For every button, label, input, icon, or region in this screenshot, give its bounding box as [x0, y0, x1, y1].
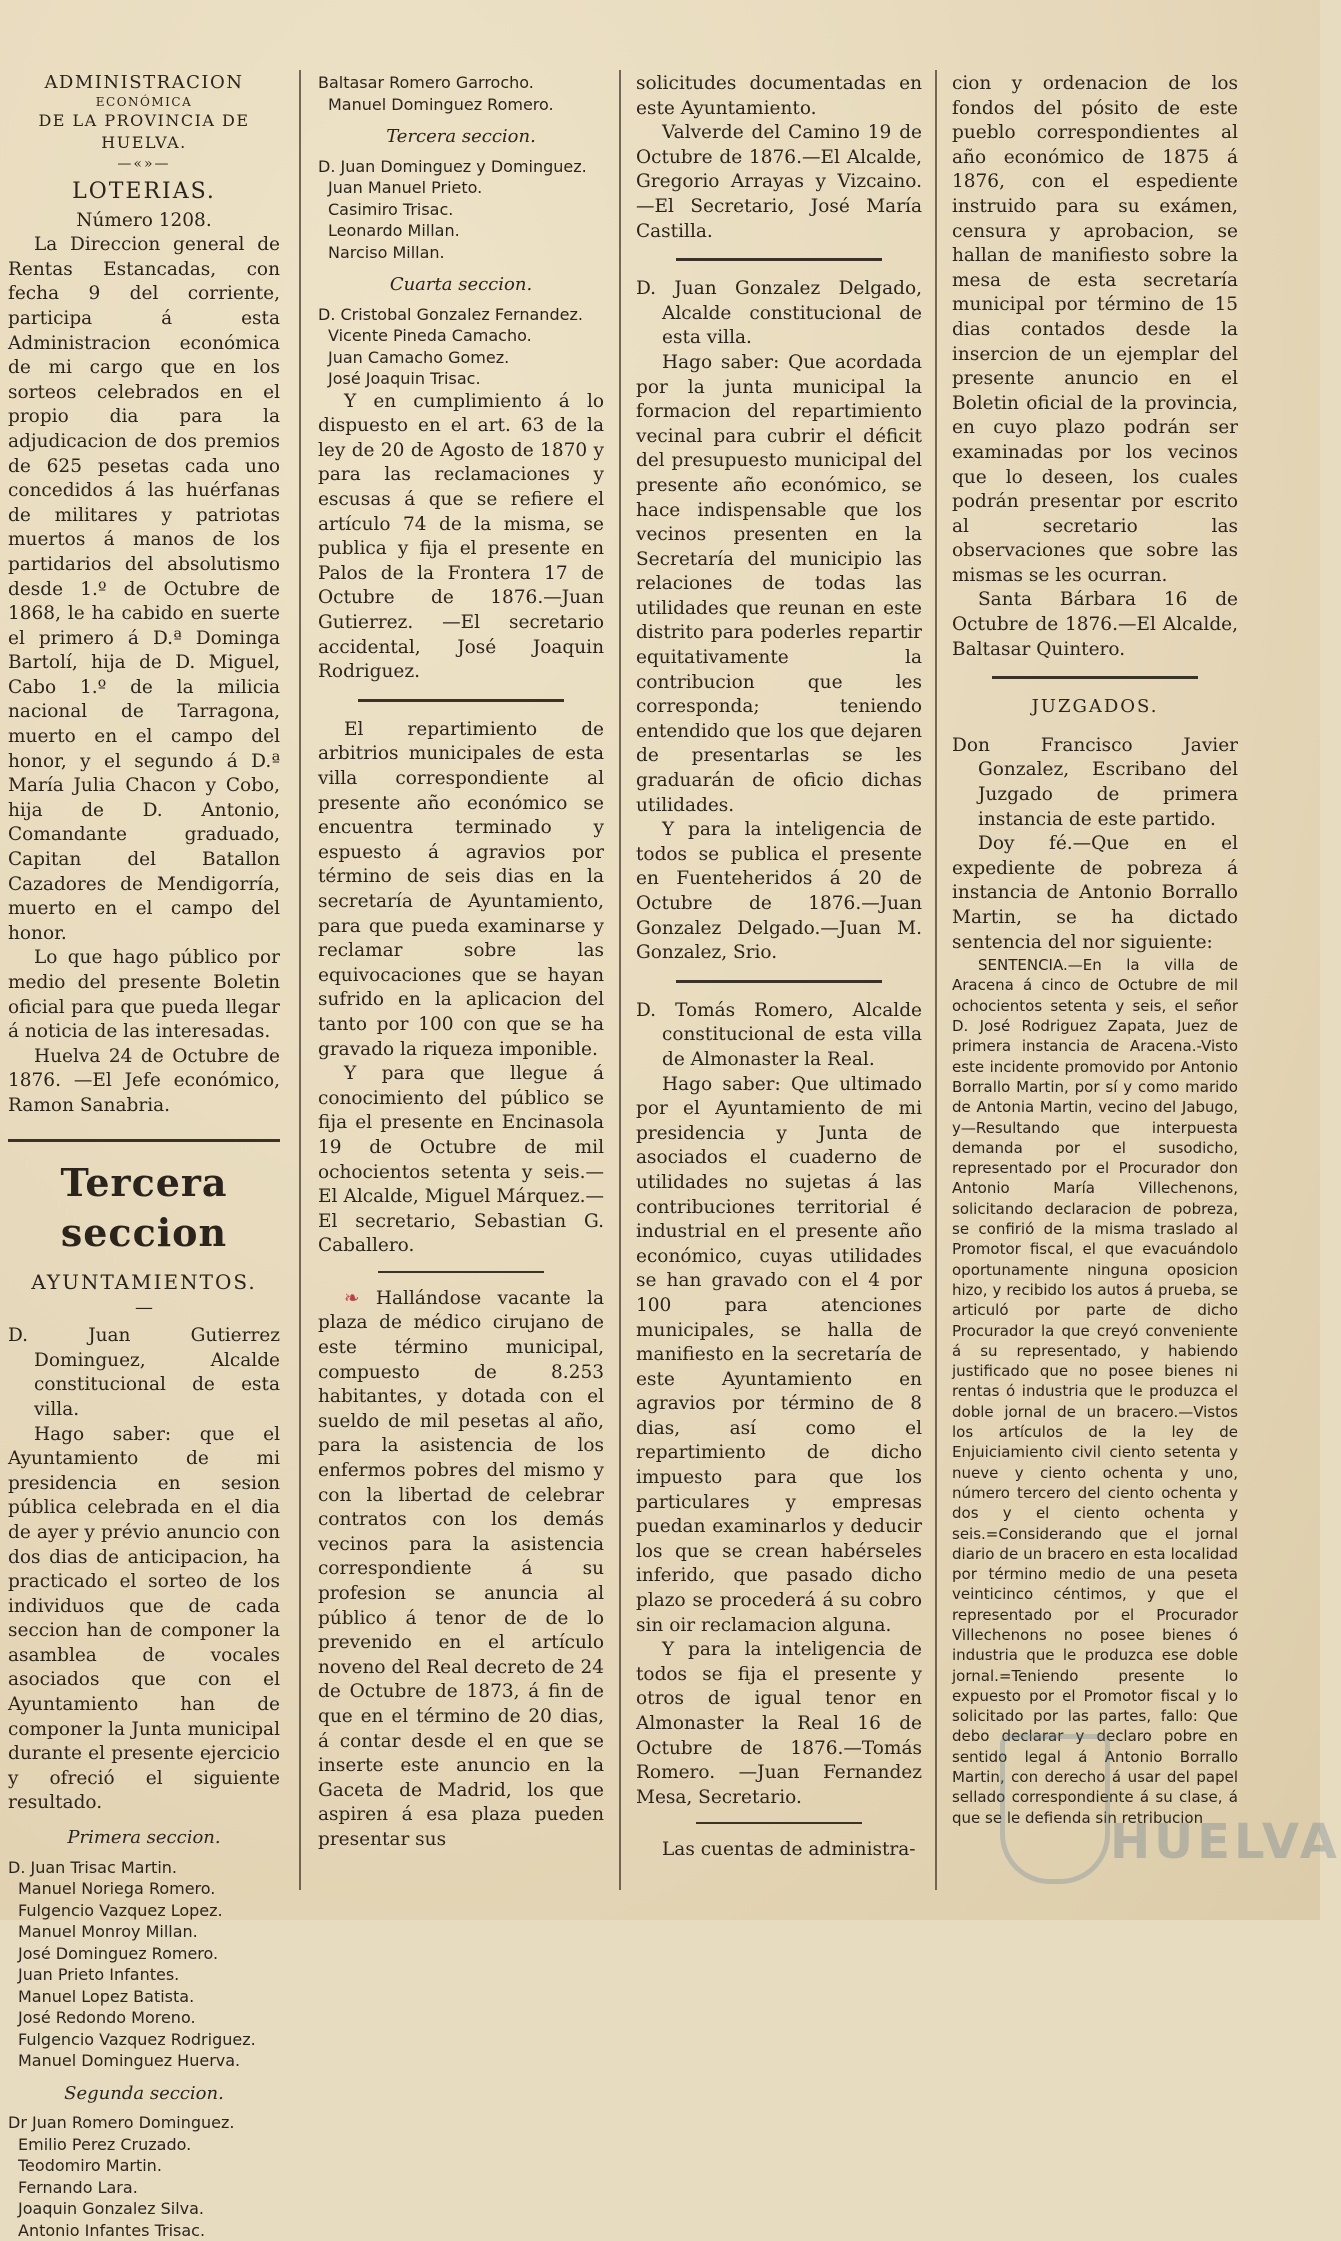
column-rule	[299, 70, 301, 1890]
name-list-item: Manuel Dominguez Huerva.	[18, 2051, 241, 2071]
notice-paragraph: Hago saber: Que acordada por la junta municipal la formacion del repartimiento vecinal para cubrir el déficit del presupuesto municipal del presente año económico, se hace indispensable que los vecinos presenten en la Secretaría del municipio las relaciones de todas las utilidades que reunan en este distrito para poderles repartir equitativamente la contribucion que les corresponda; teniendo entendido que los que dejaren de presentarlas se les graduarán de oficio dichas utilidades.	[636, 351, 922, 816]
notice-signature: Santa Bárbara 16 de Octubre de 1876.—El Alcalde, Baltasar Quintero.	[952, 589, 1238, 660]
admin-subtitle: ECONÓMICA	[95, 95, 193, 109]
name-list-item: Juan Camacho Gomez.	[328, 347, 510, 367]
admin-province: DE LA PROVINCIA DE HUELVA.	[38, 111, 250, 152]
notice-number: Número 1208.	[76, 209, 212, 231]
name-list-item: Manuel Noriega Romero.	[18, 1879, 216, 1899]
name-list-item: Narciso Millan.	[328, 242, 445, 262]
notice-separator	[378, 1271, 544, 1273]
subsection-heading: Tercera seccion.	[386, 126, 536, 147]
loterias-paragraph: Lo que hago público por medio del presente Boletin oficial para que pueda llegar á noticia de las interesadas.	[8, 947, 280, 1043]
sentence-paragraph: SENTENCIA.—En la villa de Aracena á cinco de Octubre de mil ochocientos setenta y seis, el señor D. José Rodriguez Zapata, Juez de primera instancia de Aracena.-Visto este incidente promovido por Antonio Borrallo Martin, por sí y como marido de Antonia Martin, vecino del Jabugo, y—Resultando que interpuesta demanda por el susodicho, representado por el Procurador don Antonio María Villechenons, solicitando declaracion de pobreza, se confirió de la misma traslado al Promotor fiscal, el que evacuándolo oportunamente ninguna oposicion hizo, y recibido los autos á prueba, se articuló por parte de dicho Procurador la que creyó conveniente á su representado, y habiendo justificado que no posee bienes ni rentas ó industria que le produzca el doble jornal de un bracero.—Vistos los artículos de la ley de Enjuiciamiento civil ciento setenta y nueve y ciento ochenta y uno, número tercero del ciento ochenta y dos y el ciento ochenta y seis.=Considerando que el jornal diario de un bracero en esta localidad por término medio de una peseta veinticinco céntimos, y que el representado por el Procurador Villechenons no posee bienes ó industria que le produzca ese doble jornal.=Teniendo presente lo expuesto por el Promotor fiscal y lo solicitado por las partes, fallo: Que debo declarar y declaro pobre en sentido legal á Antonio Borrallo Martin, con derecho á usar del papel sellado correspondiente á su clase, á que se le defienda sin retribucion	[952, 956, 1238, 1827]
notice-heading: D. Tomás Romero, Alcalde constitucional de esta villa de Almonaster la Real.	[636, 999, 922, 1070]
column-rule	[619, 70, 621, 1890]
name-list-item: Dr Juan Romero Dominguez.	[8, 2113, 235, 2133]
name-list	[8, 1857, 280, 2072]
ayuntamientos-heading: AYUNTAMIENTOS.	[31, 1269, 257, 1294]
notice-paragraph: solicitudes documentadas en este Ayuntamiento.	[636, 73, 922, 119]
notice-separator	[992, 676, 1198, 679]
notice-paragraph: Las cuentas de administra-	[662, 1839, 916, 1861]
loterias-signature: Huelva 24 de Octubre de 1876. —El Jefe económico, Ramon Sanabria.	[8, 1045, 280, 1116]
loterias-heading: LOTERIAS.	[72, 179, 216, 204]
name-list-item: Manuel Dominguez Romero.	[328, 94, 554, 114]
name-list-item: Teodomiro Martin.	[18, 2156, 162, 2176]
shield-icon	[1000, 1734, 1110, 1884]
loterias-paragraph: La Direccion general de Rentas Estancadas, con fecha 9 del corriente, participa á esta Administracion económica de mi cargo que en los sorteos celebrados en el propio dia para la adjudicacion de dos premios de 625 pesetas cada uno concedidos á las huérfanas de militares y patriotas muertos á manos de los partidarios del absolutismo desde 1.º de Octubre de 1868, le ha cabido en suerte el primero á D.ª Dominga Bartolí, hija de D. Miguel, Cabo 1.º de la milicia nacional de Tarragona, muerto en el campo del honor, y el segundo á D.ª María Julia Chacon y Cobo, hija de D. Antonio, Comandante graduado, Capitan del Batallon Cazadores de Mendigorría, muerto en el campo del honor.	[8, 234, 280, 944]
name-list-item: Leonardo Millan.	[328, 221, 460, 241]
name-list-item: D. Juan Trisac Martin.	[8, 1857, 177, 1877]
name-list-item: Manuel Lopez Batista.	[18, 1986, 195, 2006]
section-separator	[8, 1139, 280, 1142]
notice-separator	[676, 258, 882, 261]
notice-separator	[696, 1822, 862, 1824]
subsection-heading: Primera seccion.	[67, 1827, 221, 1849]
name-list-item: Vicente Pineda Camacho.	[328, 326, 532, 346]
notice-paragraph: El repartimiento de arbitrios municipales de esta villa correspondiente al presente año económico se encuentra terminado y espuesto á agravios por término de seis dias en la secretaría de Ayuntamiento, para que pueda examinarse y reclamar sobre las equivocaciones que se hayan sufrido en la aplicacion del tanto por 100 con que se ha gravado la riqueza imponible.	[318, 718, 604, 1060]
name-list-item: Casimiro Trisac.	[328, 199, 454, 219]
name-list	[8, 2112, 280, 2241]
watermark-text: HUELVA	[1110, 1814, 1341, 1870]
column-1	[8, 72, 280, 2240]
name-list-item: Baltasar Romero Garrocho.	[318, 73, 534, 92]
notice-separator	[358, 699, 564, 702]
notice-paragraph: Hago saber: Que ultimado por el Ayuntamiento de mi presidencia y Junta de asociados el cuaderno de utilidades no sujetas á las contribuciones territorial é industrial en el presente año económico, cuyas utilidades se han gravado con el 4 por 100 para atenciones municipales, se halla de manifiesto en la secretaría de este Ayuntamiento en agravios por término de 8 dias, así como el repartimiento de dicho impuesto para que los particulares y empresas puedan examinarlos y deducir los que se crean habérseles inferido, que pasado dicho plazo se procederá á su cobro sin oir reclamacion alguna.	[636, 1073, 922, 1636]
name-list-item: Antonio Infantes Trisac.	[18, 2220, 206, 2240]
name-list	[318, 156, 604, 264]
name-list-item: Joaquin Gonzalez Silva.	[18, 2199, 204, 2219]
admin-title: ADMINISTRACION	[44, 72, 244, 93]
juzgados-heading: JUZGADOS.	[1031, 696, 1159, 718]
name-list-item: Fulgencio Vazquez Lopez.	[18, 1900, 223, 1920]
notice-heading: Don Francisco Javier Gonzalez, Escribano del Juzgado de primera instancia de este partido.	[952, 734, 1238, 830]
name-list-item: Fernando Lara.	[18, 2177, 138, 2197]
notice-paragraph: Doy fé.—Que en el expediente de pobreza á instancia de Antonio Borrallo Martin, se ha dictado sentencia del nor siguiente:	[952, 833, 1238, 953]
section-heading: Tercera seccion	[60, 1159, 228, 1255]
notice-separator	[676, 980, 882, 983]
name-list-item: D. Cristobal Gonzalez Fernandez.	[318, 304, 583, 324]
notice-paragraph: cion y ordenacion de los fondos del pósito de este pueblo correspondientes al año económico de 1875 á 1876, con el espediente instruido para su exámen, censura y aprobacion, se hallan de manifiesto sobre la mesa de esta secretaría municipal por término de 15 dias contados desde la insercion de un ejemplar del presente anuncio en el Boletin oficial de la provincia, en cuyo plazo podrán ser examinadas por los vecinos que lo deseen, los cuales podrán presentar por escrito al secretario las observaciones que sobre las mismas se les ocurran.	[952, 73, 1238, 586]
ornament: —«»—	[117, 156, 171, 172]
name-list-item: Manuel Monroy Millan.	[18, 1922, 198, 1942]
subsection-heading: Segunda seccion.	[64, 2082, 224, 2104]
column-rule	[935, 70, 937, 1890]
name-list-item: Emilio Perez Cruzado.	[18, 2134, 192, 2154]
notice-paragraph: Y para la inteligencia de todos se publica el presente en Fuenteheridos á 20 de Octubre de 1876.—Juan Gonzalez Delgado.—Juan M. Gonzalez, Srio.	[636, 819, 922, 964]
notice-paragraph: Y para que llegue á conocimiento del público se fija el presente en Encinasola 19 de Octubre de mil ochocientos setenta y seis.—El Alcalde, Miguel Márquez.—El secretario, Sebastian G. Caballero.	[318, 1063, 604, 1257]
column-3	[636, 72, 922, 1900]
column-2	[318, 72, 604, 1900]
notice-paragraph: Y en cumplimiento á lo dispuesto en el art. 63 de la ley de 20 de Agosto de 1870 y para las reclamaciones y escusas á que se refiere el artículo 74 de la misma, se publica y fija el presente en Palos de la Frontera 17 de Octubre de 1876.—Juan Gutierrez. —El secretario accidental, José Joaquin Rodriguez.	[318, 390, 604, 683]
column-4	[952, 72, 1238, 1900]
dash-separator: —	[135, 1297, 153, 1319]
name-list-item: Fulgencio Vazquez Rodriguez.	[18, 2029, 256, 2049]
notice-heading: D. Juan Gonzalez Delgado, Alcalde constitucional de esta villa.	[636, 278, 922, 349]
name-list	[318, 304, 604, 390]
subsection-heading: Cuarta seccion.	[389, 274, 533, 296]
notice-heading: D. Juan Gutierrez Dominguez, Alcalde constitucional de esta villa.	[8, 1325, 280, 1420]
name-list-item: José Dominguez Romero.	[18, 1943, 219, 1963]
notice-text: Hallándose vacante la plaza de médico cirujano de este término municipal, compuesto de 8.253 habitantes, y dotada con el sueldo de mil pesetas al año, para la asistencia de los enfermos pobres del mismo y con la libertad de celebrar contratos con los demás vecinos para la asistencia correspondiente á su profesion se anuncia al público á tenor de de lo prevenido en el artículo noveno del Real decreto de 24 de Octubre de 1873, á fin de que en el término de 20 dias, á contar desde el en que se inserte este anuncio en la Gaceta de Madrid, los que aspiren á esa plaza pueden presentar sus	[318, 1287, 604, 1850]
name-list-item: José Redondo Moreno.	[18, 2008, 196, 2028]
notice-signature: Valverde del Camino 19 de Octubre de 1876.—El Alcalde, Gregorio Arrayas y Vizcaino.—El Secretario, José María Castilla.	[636, 122, 922, 242]
notice-paragraph: Hago saber: que el Ayuntamiento de mi presidencia en sesion pública celebrada en el dia de ayer y prévio anuncio con dos dias de anticipacion, ha practicado el sorteo de los individuos que de cada seccion han de componer la asamblea de vocales asociados que con el Ayuntamiento han de componer la Junta municipal durante el presente ejercicio y ofreció el siguiente resultado.	[8, 1423, 280, 1814]
notice-paragraph	[318, 1287, 604, 1853]
bullet-icon: ❧	[344, 1287, 360, 1309]
name-list	[318, 72, 604, 115]
name-list-item: D. Juan Dominguez y Dominguez.	[318, 156, 587, 176]
name-list-item: Juan Prieto Infantes.	[18, 1965, 180, 1985]
name-list-item: José Joaquin Trisac.	[328, 369, 481, 389]
notice-paragraph: Y para la inteligencia de todos se fija el presente y otros de igual tenor en Almonaster la Real 16 de Octubre de 1876.—Tomás Romero. —Juan Fernandez Mesa, Secretario.	[636, 1639, 922, 1808]
archive-watermark	[1000, 1734, 1341, 1884]
name-list-item: Juan Manuel Prieto.	[328, 178, 483, 198]
